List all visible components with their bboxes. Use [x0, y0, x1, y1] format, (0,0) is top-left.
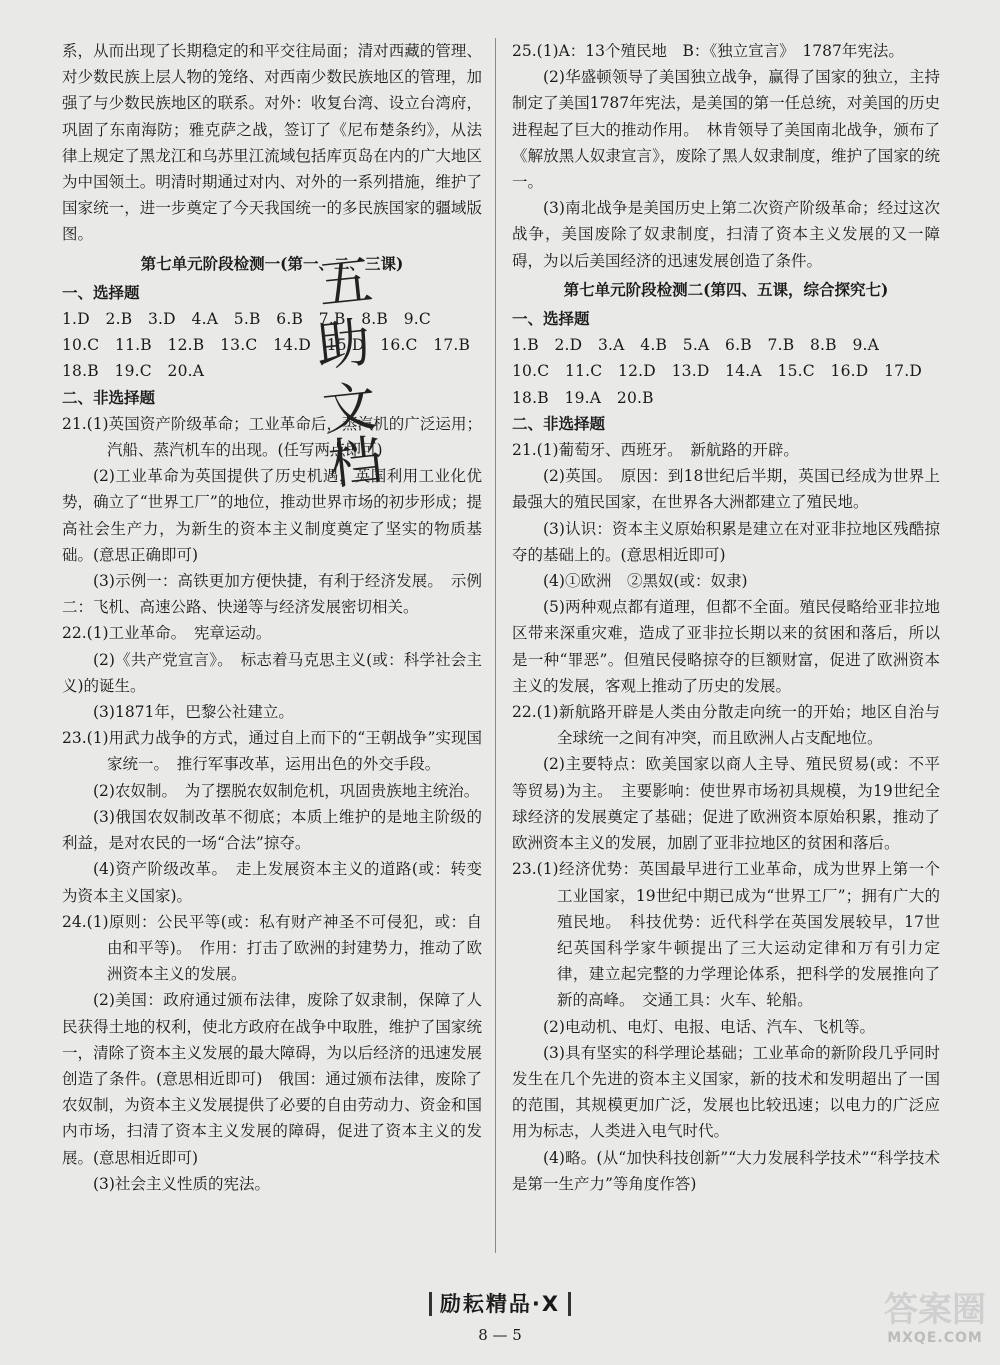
page-number: 8 — 5	[478, 1326, 522, 1344]
answer-item: (2)农奴制。 为了摆脱农奴制危机，巩固贵族地主统治。	[93, 781, 480, 800]
answer-item: 21.(1)葡萄牙、西班牙。 新航路的开辟。	[512, 441, 799, 460]
answer-item: (2)美国：政府通过颁布法律，废除了奴隶制，保障了人民获得土地的权利，使北方政府在战争中取胜，维护了国家统一，清除了资本主义发展的最大障碍，为以后经济的迅速发展创造了条件。(意思相近即可) 俄国：通过颁布法律，废除了农奴制，为资本主义发展提供了必要的自由劳动力、资金和国内市场，扫清了资本主义发展的障碍，促进了资本主义的发展。(意思相近即可)	[62, 991, 482, 1167]
brand-label: 励耘精品·X	[429, 1292, 571, 1316]
section-title: 第七单元阶段检测一(第一、二、三课)	[140, 253, 404, 273]
column-divider	[495, 38, 496, 1253]
answer-item: (4)略。(从“加快科技创新”“大力发展科学技术”“科学技术是第一生产力”等角度作答)	[512, 1148, 940, 1193]
choice-heading: 一、选择题	[62, 282, 140, 302]
answer-item: (3)1871年，巴黎公社建立。	[93, 703, 294, 722]
answer-item: (5)两种观点都有道理，但都不全面。殖民侵略给亚非拉地区带来深重灾难，造成了亚非拉长期以来的贫困和落后，所以是一种“罪恶”。但殖民侵略掠夺的巨额财富，促进了欧洲资本主义的发展，客观上推动了历史的发展。	[512, 598, 940, 695]
answer-item: 21.(1)英国资产阶级革命；工业革命后，蒸汽机的广泛运用；汽船、蒸汽机车的出现。(任写两点即可)	[62, 414, 482, 460]
choice-row: 1.D 2.B 3.D 4.A 5.B 6.B 7.B 8.B 9.C	[62, 310, 431, 329]
section-title: 第七单元阶段检测二(第四、五课，综合探究七)	[563, 279, 889, 299]
answer-item: 23.(1)用武力战争的方式，通过自上而下的“王朝战争”实现国家统一。 推行军事改革，运用出色的外交手段。	[62, 729, 482, 774]
watermark-logo	[880, 1290, 990, 1360]
answer-item: (2)《共产党宣言》。 标志着马克思主义(或：科学社会主义)的诞生。	[62, 650, 482, 695]
choice-row: 1.B 2.D 3.A 4.B 5.A 6.B 7.B 8.B 9.A	[512, 336, 880, 355]
answer-item: 23.(1)经济优势：英国最早进行工业革命，成为世界上第一个工业国家，19世纪中期已成为“世界工厂”；拥有广大的殖民地。 科技优势：近代科学在英国发展较早，17世纪英国科学家牛顿提出了三大运动定律和万有引力定律，建立起完整的力学理论体系，把科学的发展推向了新的高峰。 交通工具：火车、轮船。	[512, 860, 940, 1010]
handwriting-char: 助	[313, 310, 374, 379]
watermark-text: 答案圈	[884, 1290, 986, 1330]
answer-item: (2)电动机、电灯、电报、电话、汽车、飞机等。	[543, 1017, 875, 1036]
choice-row: 10.C 11.B 12.B 13.C 14.D 15.D 16.C 17.B	[62, 336, 471, 355]
left-column	[62, 38, 482, 1197]
choice-row: 18.B 19.C 20.A	[62, 362, 205, 381]
choice-heading: 一、选择题	[512, 309, 590, 329]
intro-paragraph: 系，从而出现了长期稳定的和平交往局面；清对西藏的管理、对少数民族上层人物的笼络、对西南少数民族地区的管理，加强了与少数民族地区的联系。对外：收复台湾、设立台湾府，巩固了东南海防；雅克萨之战，签订了《尼布楚条约》，从法律上规定了黑龙江和乌苏里江流域包括库页岛在内的广大地区为中国领土。明清时期通过对内、对外的一系列措施，维护了国家统一，进一步奠定了今天我国统一的多民族国家的疆域版图。	[62, 42, 482, 244]
answer-item: 22.(1)新航路开辟是人类由分散走向统一的开始；地区自治与全球统一之间有冲突，而且欧洲人占支配地位。	[512, 703, 940, 748]
nonchoice-heading: 二、非选择题	[62, 387, 156, 407]
page-footer	[410, 1288, 590, 1344]
answer-item: (3)示例一：高铁更加方便快捷，有利于经济发展。 示例二：飞机、高速公路、快递等与经济发展密切相关。	[62, 572, 482, 617]
answer-item: (3)具有坚实的科学理论基础；工业革命的新阶段几乎同时发生在几个先进的资本主义国家，新的技术和发明超出了一国的范围，其规模更加广泛，发展也比较迅速；以电力的广泛应用为标志，人类进入电气时代。	[512, 1043, 940, 1141]
nonchoice-heading: 二、非选择题	[512, 413, 606, 433]
handwriting-char: 档	[325, 428, 386, 497]
answer-item: (4)资产阶级改革。 走上发展资本主义的道路(或：转变为资本主义国家)。	[62, 860, 482, 905]
answer-item: (2)工业革命为英国提供了历史机遇，英国利用工业化优势，确立了“世界工厂”的地位，推动世界市场的初步形成；提高社会生产力，为新生的资本主义制度奠定了坚实的物质基础。(意思正确即可)	[62, 467, 482, 564]
answer-item: 25.(1)A：13个殖民地 B：《独立宣言》 1787年宪法。	[512, 42, 904, 60]
answer-item: (3)社会主义性质的宪法。	[93, 1174, 270, 1193]
watermark-url: MXQE.COM	[887, 1330, 983, 1346]
answer-item: 22.(1)工业革命。 宪章运动。	[62, 624, 272, 643]
answer-item: (3)俄国农奴制改革不彻底；本质上维护的是地主阶级的利益，是对农民的一场“合法”掠夺。	[62, 807, 482, 853]
handwriting-char: 文	[319, 374, 380, 443]
answer-item: (2)英国。 原因：到18世纪后半期，英国已经成为世界上最强大的殖民国家，在世界各大洲都建立了殖民地。	[512, 467, 940, 512]
answer-item: 24.(1)原则：公民平等(或：私有财产神圣不可侵犯，或：自由和平等)。 作用：打击了欧洲的封建势力，推动了欧洲资本主义的发展。	[62, 912, 482, 984]
answer-item: (2)主要特点：欧美国家以商人主导、殖民贸易(或：不平等贸易)为主。 主要影响：使世界市场初具规模，为19世纪全球经济的发展奠定了基础；促进了欧洲资本原始积累，推动了欧洲资本主义的发展，加剧了亚非拉地区的贫困和落后。	[512, 755, 940, 853]
choice-row: 18.B 19.A 20.B	[512, 388, 654, 407]
choice-row: 10.C 11.C 12.D 13.D 14.A 15.C 16.D 17.D	[512, 362, 922, 381]
answer-item: (3)南北战争是美国历史上第二次资产阶级革命；经过这次战争，美国废除了奴隶制度，扫清了资本主义发展的又一障碍，为以后美国经济的迅速发展创造了条件。	[512, 199, 940, 270]
answer-item: (4)①欧洲 ②黑奴(或：奴隶)	[543, 572, 748, 591]
right-column	[512, 38, 940, 1197]
handwriting-char: 五	[315, 248, 376, 317]
answer-item: (3)认识：资本主义原始积累是建立在对亚非拉地区残酷掠夺的基础上的。(意思相近即可)	[512, 519, 940, 564]
answer-item: (2)华盛顿领导了美国独立战争，赢得了国家的独立，主持制定了美国1787年宪法，是美国的第一任总统，对美国的历史进程起了巨大的推动作用。 林肯领导了美国南北战争，颁布了《解放黑人奴隶宣言》，废除了黑人奴隶制度，维护了国家的统一。	[512, 68, 940, 192]
